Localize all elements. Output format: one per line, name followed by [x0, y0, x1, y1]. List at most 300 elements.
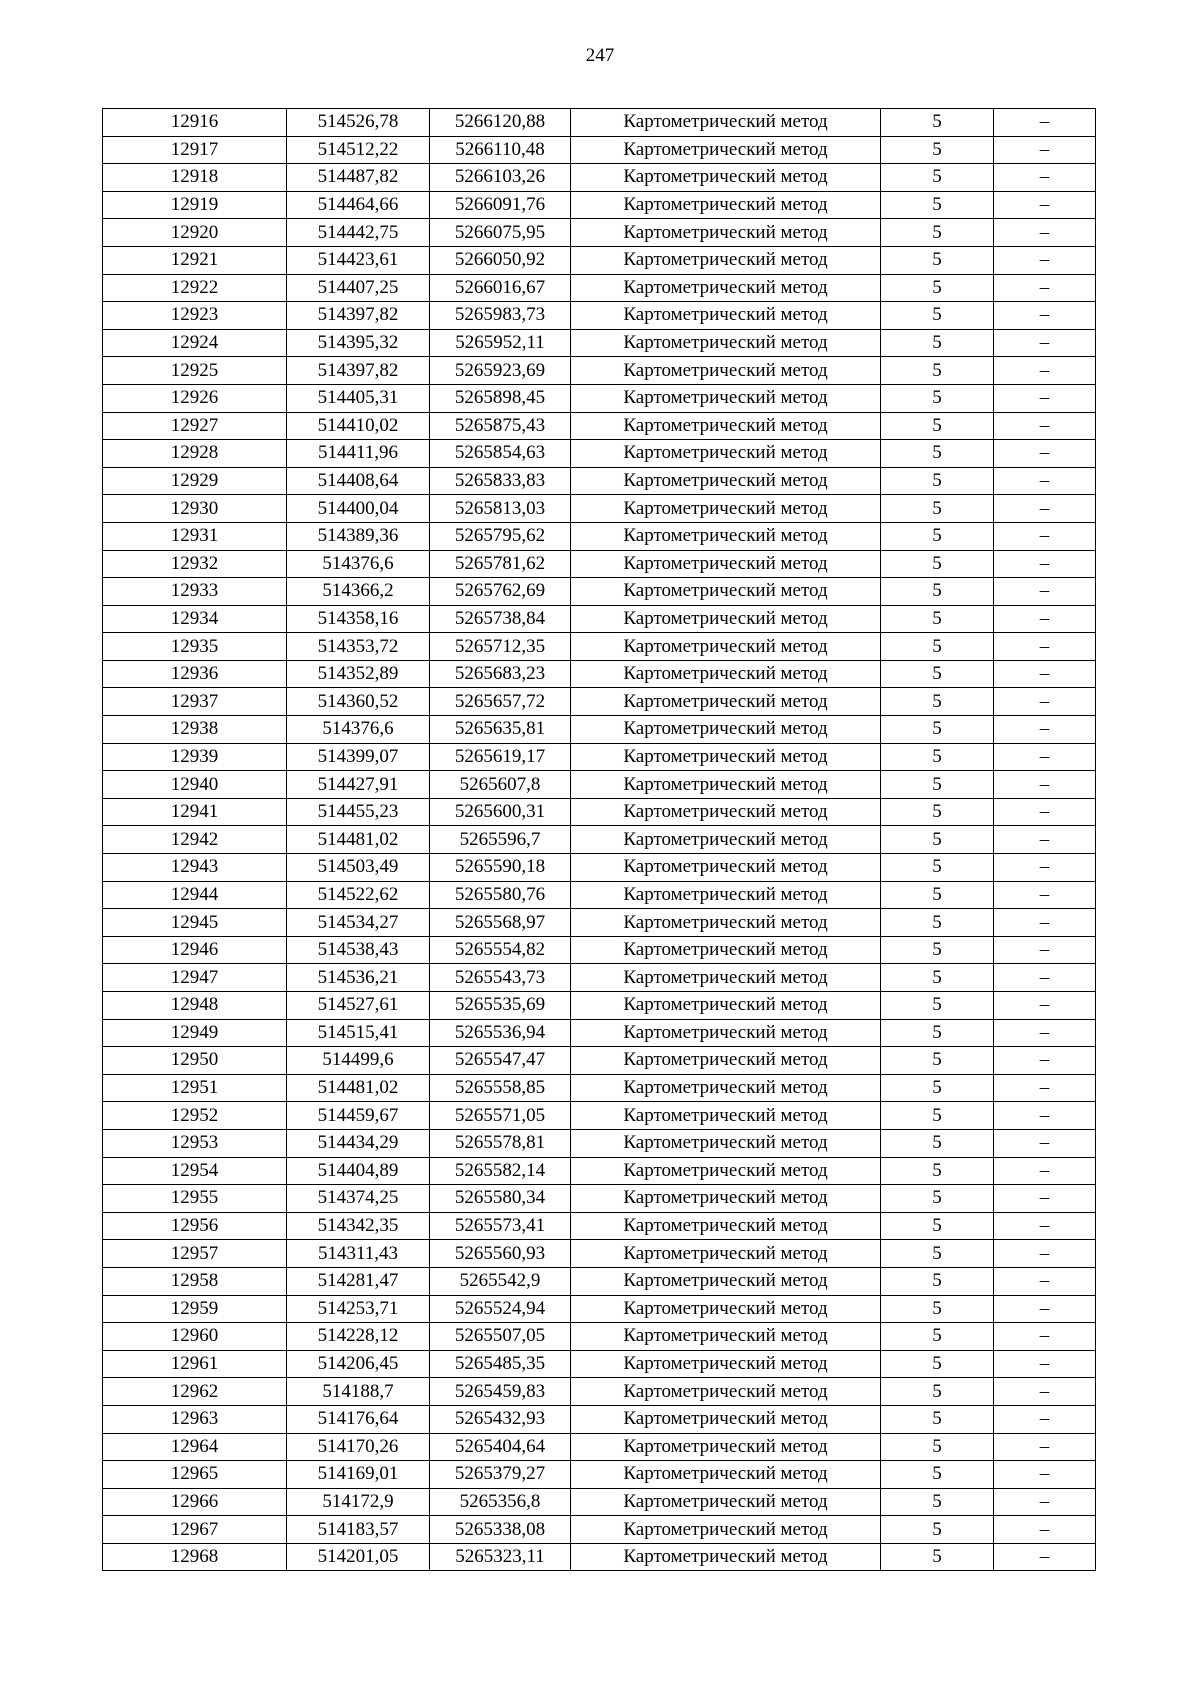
x-coordinate-cell: 514170,26: [287, 1433, 430, 1461]
accuracy-cell: 5: [881, 605, 994, 633]
point-number-cell: 12919: [103, 191, 287, 219]
y-coordinate-cell: 5265535,69: [430, 992, 571, 1020]
y-coordinate-cell: 5265833,83: [430, 467, 571, 495]
method-cell: Картометрический метод: [571, 550, 881, 578]
point-number-cell: 12922: [103, 274, 287, 302]
method-cell: Картометрический метод: [571, 1074, 881, 1102]
description-cell: –: [994, 771, 1096, 799]
x-coordinate-cell: 514526,78: [287, 109, 430, 137]
point-number-cell: 12950: [103, 1047, 287, 1075]
table-row: [103, 688, 1096, 716]
description-cell: –: [994, 495, 1096, 523]
table-row: [103, 578, 1096, 606]
description-cell: –: [994, 1405, 1096, 1433]
description-cell: –: [994, 384, 1096, 412]
table-row: [103, 743, 1096, 771]
description-cell: –: [994, 1516, 1096, 1544]
accuracy-cell: 5: [881, 771, 994, 799]
description-cell: –: [994, 716, 1096, 744]
method-cell: Картометрический метод: [571, 1323, 881, 1351]
method-cell: Картометрический метод: [571, 1129, 881, 1157]
accuracy-cell: 5: [881, 1461, 994, 1489]
method-cell: Картометрический метод: [571, 357, 881, 385]
y-coordinate-cell: 5265683,23: [430, 660, 571, 688]
y-coordinate-cell: 5265854,63: [430, 440, 571, 468]
point-number-cell: 12918: [103, 164, 287, 192]
x-coordinate-cell: 514423,61: [287, 246, 430, 274]
method-cell: Картометрический метод: [571, 688, 881, 716]
method-cell: Картометрический метод: [571, 716, 881, 744]
accuracy-cell: 5: [881, 522, 994, 550]
method-cell: Картометрический метод: [571, 467, 881, 495]
x-coordinate-cell: 514366,2: [287, 578, 430, 606]
x-coordinate-cell: 514434,29: [287, 1129, 430, 1157]
x-coordinate-cell: 514459,67: [287, 1102, 430, 1130]
accuracy-cell: 5: [881, 1378, 994, 1406]
table-row: [103, 495, 1096, 523]
y-coordinate-cell: 5265596,7: [430, 826, 571, 854]
table-row: [103, 357, 1096, 385]
x-coordinate-cell: 514183,57: [287, 1516, 430, 1544]
y-coordinate-cell: 5265558,85: [430, 1074, 571, 1102]
y-coordinate-cell: 5265738,84: [430, 605, 571, 633]
table-row: [103, 1129, 1096, 1157]
table-row: [103, 440, 1096, 468]
description-cell: –: [994, 109, 1096, 137]
description-cell: –: [994, 633, 1096, 661]
method-cell: Картометрический метод: [571, 136, 881, 164]
description-cell: –: [994, 412, 1096, 440]
x-coordinate-cell: 514487,82: [287, 164, 430, 192]
point-number-cell: 12916: [103, 109, 287, 137]
description-cell: –: [994, 1267, 1096, 1295]
point-number-cell: 12933: [103, 578, 287, 606]
method-cell: Картометрический метод: [571, 1267, 881, 1295]
y-coordinate-cell: 5265813,03: [430, 495, 571, 523]
accuracy-cell: 5: [881, 1074, 994, 1102]
method-cell: Картометрический метод: [571, 1157, 881, 1185]
method-cell: Картометрический метод: [571, 743, 881, 771]
y-coordinate-cell: 5266091,76: [430, 191, 571, 219]
accuracy-cell: 5: [881, 302, 994, 330]
y-coordinate-cell: 5266103,26: [430, 164, 571, 192]
table-row: [103, 467, 1096, 495]
x-coordinate-cell: 514408,64: [287, 467, 430, 495]
y-coordinate-cell: 5265619,17: [430, 743, 571, 771]
x-coordinate-cell: 514536,21: [287, 964, 430, 992]
accuracy-cell: 5: [881, 1240, 994, 1268]
description-cell: –: [994, 1433, 1096, 1461]
x-coordinate-cell: 514206,45: [287, 1350, 430, 1378]
method-cell: Картометрический метод: [571, 605, 881, 633]
method-cell: Картометрический метод: [571, 1461, 881, 1489]
point-number-cell: 12934: [103, 605, 287, 633]
x-coordinate-cell: 514352,89: [287, 660, 430, 688]
x-coordinate-cell: 514534,27: [287, 909, 430, 937]
y-coordinate-cell: 5266110,48: [430, 136, 571, 164]
point-number-cell: 12963: [103, 1405, 287, 1433]
method-cell: Картометрический метод: [571, 964, 881, 992]
description-cell: –: [994, 522, 1096, 550]
accuracy-cell: 5: [881, 1405, 994, 1433]
point-number-cell: 12948: [103, 992, 287, 1020]
table-row: [103, 964, 1096, 992]
table-row: [103, 1488, 1096, 1516]
point-number-cell: 12938: [103, 716, 287, 744]
accuracy-cell: 5: [881, 1185, 994, 1213]
point-number-cell: 12958: [103, 1267, 287, 1295]
y-coordinate-cell: 5265590,18: [430, 854, 571, 882]
description-cell: –: [994, 219, 1096, 247]
table-row: [103, 1240, 1096, 1268]
x-coordinate-cell: 514374,25: [287, 1185, 430, 1213]
point-number-cell: 12944: [103, 881, 287, 909]
x-coordinate-cell: 514410,02: [287, 412, 430, 440]
table-row: [103, 854, 1096, 882]
accuracy-cell: 5: [881, 1433, 994, 1461]
x-coordinate-cell: 514522,62: [287, 881, 430, 909]
y-coordinate-cell: 5265547,47: [430, 1047, 571, 1075]
y-coordinate-cell: 5265795,62: [430, 522, 571, 550]
point-number-cell: 12942: [103, 826, 287, 854]
point-number-cell: 12923: [103, 302, 287, 330]
description-cell: –: [994, 578, 1096, 606]
method-cell: Картометрический метод: [571, 1102, 881, 1130]
y-coordinate-cell: 5265983,73: [430, 302, 571, 330]
description-cell: –: [994, 1129, 1096, 1157]
point-number-cell: 12928: [103, 440, 287, 468]
table-row: [103, 771, 1096, 799]
point-number-cell: 12925: [103, 357, 287, 385]
method-cell: Картометрический метод: [571, 1516, 881, 1544]
table-row: [103, 550, 1096, 578]
method-cell: Картометрический метод: [571, 909, 881, 937]
table-row: [103, 219, 1096, 247]
x-coordinate-cell: 514376,6: [287, 550, 430, 578]
description-cell: –: [994, 992, 1096, 1020]
y-coordinate-cell: 5266050,92: [430, 246, 571, 274]
x-coordinate-cell: 514281,47: [287, 1267, 430, 1295]
point-number-cell: 12947: [103, 964, 287, 992]
accuracy-cell: 5: [881, 412, 994, 440]
description-cell: –: [994, 440, 1096, 468]
table-row: [103, 1543, 1096, 1571]
accuracy-cell: 5: [881, 1323, 994, 1351]
description-cell: –: [994, 909, 1096, 937]
x-coordinate-cell: 514399,07: [287, 743, 430, 771]
method-cell: Картометрический метод: [571, 412, 881, 440]
x-coordinate-cell: 514397,82: [287, 302, 430, 330]
y-coordinate-cell: 5265582,14: [430, 1157, 571, 1185]
point-number-cell: 12951: [103, 1074, 287, 1102]
accuracy-cell: 5: [881, 1129, 994, 1157]
table-row: [103, 826, 1096, 854]
accuracy-cell: 5: [881, 1350, 994, 1378]
accuracy-cell: 5: [881, 1488, 994, 1516]
coordinates-table-body: [103, 109, 1096, 1571]
accuracy-cell: 5: [881, 716, 994, 744]
table-row: [103, 329, 1096, 357]
method-cell: Картометрический метод: [571, 274, 881, 302]
table-row: [103, 274, 1096, 302]
method-cell: Картометрический метод: [571, 826, 881, 854]
description-cell: –: [994, 550, 1096, 578]
x-coordinate-cell: 514499,6: [287, 1047, 430, 1075]
description-cell: –: [994, 1295, 1096, 1323]
description-cell: –: [994, 302, 1096, 330]
method-cell: Картометрический метод: [571, 1185, 881, 1213]
point-number-cell: 12949: [103, 1019, 287, 1047]
accuracy-cell: 5: [881, 274, 994, 302]
accuracy-cell: 5: [881, 219, 994, 247]
description-cell: –: [994, 246, 1096, 274]
method-cell: Картометрический метод: [571, 522, 881, 550]
y-coordinate-cell: 5266016,67: [430, 274, 571, 302]
x-coordinate-cell: 514253,71: [287, 1295, 430, 1323]
accuracy-cell: 5: [881, 109, 994, 137]
accuracy-cell: 5: [881, 164, 994, 192]
x-coordinate-cell: 514527,61: [287, 992, 430, 1020]
accuracy-cell: 5: [881, 743, 994, 771]
accuracy-cell: 5: [881, 1267, 994, 1295]
method-cell: Картометрический метод: [571, 440, 881, 468]
table-row: [103, 936, 1096, 964]
accuracy-cell: 5: [881, 246, 994, 274]
point-number-cell: 12937: [103, 688, 287, 716]
x-coordinate-cell: 514376,6: [287, 716, 430, 744]
description-cell: –: [994, 688, 1096, 716]
point-number-cell: 12956: [103, 1212, 287, 1240]
point-number-cell: 12917: [103, 136, 287, 164]
method-cell: Картометрический метод: [571, 191, 881, 219]
y-coordinate-cell: 5265507,05: [430, 1323, 571, 1351]
table-row: [103, 1378, 1096, 1406]
x-coordinate-cell: 514503,49: [287, 854, 430, 882]
description-cell: –: [994, 164, 1096, 192]
point-number-cell: 12940: [103, 771, 287, 799]
table-row: [103, 1461, 1096, 1489]
point-number-cell: 12967: [103, 1516, 287, 1544]
accuracy-cell: 5: [881, 936, 994, 964]
method-cell: Картометрический метод: [571, 881, 881, 909]
description-cell: –: [994, 964, 1096, 992]
point-number-cell: 12945: [103, 909, 287, 937]
method-cell: Картометрический метод: [571, 992, 881, 1020]
y-coordinate-cell: 5265712,35: [430, 633, 571, 661]
accuracy-cell: 5: [881, 964, 994, 992]
y-coordinate-cell: 5265578,81: [430, 1129, 571, 1157]
method-cell: Картометрический метод: [571, 798, 881, 826]
table-row: [103, 633, 1096, 661]
accuracy-cell: 5: [881, 1212, 994, 1240]
method-cell: Картометрический метод: [571, 1295, 881, 1323]
point-number-cell: 12924: [103, 329, 287, 357]
x-coordinate-cell: 514538,43: [287, 936, 430, 964]
table-row: [103, 136, 1096, 164]
table-row: [103, 302, 1096, 330]
method-cell: Картометрический метод: [571, 1047, 881, 1075]
x-coordinate-cell: 514515,41: [287, 1019, 430, 1047]
accuracy-cell: 5: [881, 1047, 994, 1075]
y-coordinate-cell: 5265432,93: [430, 1405, 571, 1433]
y-coordinate-cell: 5265404,64: [430, 1433, 571, 1461]
accuracy-cell: 5: [881, 1102, 994, 1130]
table-row: [103, 1405, 1096, 1433]
method-cell: Картометрический метод: [571, 109, 881, 137]
x-coordinate-cell: 514427,91: [287, 771, 430, 799]
method-cell: Картометрический метод: [571, 246, 881, 274]
point-number-cell: 12931: [103, 522, 287, 550]
method-cell: Картометрический метод: [571, 1212, 881, 1240]
table-row: [103, 1212, 1096, 1240]
y-coordinate-cell: 5265536,94: [430, 1019, 571, 1047]
x-coordinate-cell: 514188,7: [287, 1378, 430, 1406]
coordinates-table: [102, 108, 1096, 1571]
y-coordinate-cell: 5265923,69: [430, 357, 571, 385]
point-number-cell: 12961: [103, 1350, 287, 1378]
y-coordinate-cell: 5265635,81: [430, 716, 571, 744]
description-cell: –: [994, 1323, 1096, 1351]
table-row: [103, 1516, 1096, 1544]
table-row: [103, 522, 1096, 550]
y-coordinate-cell: 5265524,94: [430, 1295, 571, 1323]
description-cell: –: [994, 854, 1096, 882]
table-row: [103, 881, 1096, 909]
description-cell: –: [994, 798, 1096, 826]
point-number-cell: 12962: [103, 1378, 287, 1406]
x-coordinate-cell: 514411,96: [287, 440, 430, 468]
method-cell: Картометрический метод: [571, 1378, 881, 1406]
x-coordinate-cell: 514481,02: [287, 1074, 430, 1102]
point-number-cell: 12936: [103, 660, 287, 688]
description-cell: –: [994, 1378, 1096, 1406]
method-cell: Картометрический метод: [571, 1405, 881, 1433]
x-coordinate-cell: 514405,31: [287, 384, 430, 412]
table-row: [103, 1323, 1096, 1351]
y-coordinate-cell: 5265607,8: [430, 771, 571, 799]
description-cell: –: [994, 1543, 1096, 1571]
y-coordinate-cell: 5265600,31: [430, 798, 571, 826]
y-coordinate-cell: 5265580,76: [430, 881, 571, 909]
method-cell: Картометрический метод: [571, 329, 881, 357]
description-cell: –: [994, 1488, 1096, 1516]
table-row: [103, 1267, 1096, 1295]
description-cell: –: [994, 1047, 1096, 1075]
x-coordinate-cell: 514311,43: [287, 1240, 430, 1268]
y-coordinate-cell: 5265356,8: [430, 1488, 571, 1516]
x-coordinate-cell: 514400,04: [287, 495, 430, 523]
accuracy-cell: 5: [881, 992, 994, 1020]
table-row: [103, 1185, 1096, 1213]
method-cell: Картометрический метод: [571, 771, 881, 799]
table-row: [103, 1074, 1096, 1102]
accuracy-cell: 5: [881, 1295, 994, 1323]
accuracy-cell: 5: [881, 578, 994, 606]
x-coordinate-cell: 514442,75: [287, 219, 430, 247]
y-coordinate-cell: 5265781,62: [430, 550, 571, 578]
point-number-cell: 12927: [103, 412, 287, 440]
point-number-cell: 12921: [103, 246, 287, 274]
accuracy-cell: 5: [881, 384, 994, 412]
description-cell: –: [994, 881, 1096, 909]
accuracy-cell: 5: [881, 191, 994, 219]
point-number-cell: 12953: [103, 1129, 287, 1157]
point-number-cell: 12954: [103, 1157, 287, 1185]
table-row: [103, 1433, 1096, 1461]
y-coordinate-cell: 5265571,05: [430, 1102, 571, 1130]
y-coordinate-cell: 5265323,11: [430, 1543, 571, 1571]
point-number-cell: 12920: [103, 219, 287, 247]
accuracy-cell: 5: [881, 798, 994, 826]
method-cell: Картометрический метод: [571, 1433, 881, 1461]
description-cell: –: [994, 136, 1096, 164]
table-row: [103, 384, 1096, 412]
method-cell: Картометрический метод: [571, 164, 881, 192]
point-number-cell: 12932: [103, 550, 287, 578]
table-row: [103, 605, 1096, 633]
method-cell: Картометрический метод: [571, 660, 881, 688]
description-cell: –: [994, 1240, 1096, 1268]
point-number-cell: 12952: [103, 1102, 287, 1130]
description-cell: –: [994, 329, 1096, 357]
y-coordinate-cell: 5265379,27: [430, 1461, 571, 1489]
method-cell: Картометрический метод: [571, 1019, 881, 1047]
method-cell: Картометрический метод: [571, 1350, 881, 1378]
method-cell: Картометрический метод: [571, 495, 881, 523]
x-coordinate-cell: 514404,89: [287, 1157, 430, 1185]
point-number-cell: 12946: [103, 936, 287, 964]
point-number-cell: 12965: [103, 1461, 287, 1489]
x-coordinate-cell: 514455,23: [287, 798, 430, 826]
description-cell: –: [994, 1212, 1096, 1240]
description-cell: –: [994, 1185, 1096, 1213]
point-number-cell: 12929: [103, 467, 287, 495]
description-cell: –: [994, 191, 1096, 219]
accuracy-cell: 5: [881, 329, 994, 357]
method-cell: Картометрический метод: [571, 1543, 881, 1571]
description-cell: –: [994, 1350, 1096, 1378]
x-coordinate-cell: 514481,02: [287, 826, 430, 854]
description-cell: –: [994, 1019, 1096, 1047]
x-coordinate-cell: 514389,36: [287, 522, 430, 550]
y-coordinate-cell: 5265485,35: [430, 1350, 571, 1378]
table-row: [103, 1047, 1096, 1075]
description-cell: –: [994, 826, 1096, 854]
x-coordinate-cell: 514228,12: [287, 1323, 430, 1351]
x-coordinate-cell: 514353,72: [287, 633, 430, 661]
accuracy-cell: 5: [881, 467, 994, 495]
method-cell: Картометрический метод: [571, 1240, 881, 1268]
x-coordinate-cell: 514201,05: [287, 1543, 430, 1571]
accuracy-cell: 5: [881, 136, 994, 164]
x-coordinate-cell: 514360,52: [287, 688, 430, 716]
description-cell: –: [994, 743, 1096, 771]
point-number-cell: 12935: [103, 633, 287, 661]
table-row: [103, 1295, 1096, 1323]
table-row: [103, 191, 1096, 219]
y-coordinate-cell: 5265875,43: [430, 412, 571, 440]
accuracy-cell: 5: [881, 881, 994, 909]
x-coordinate-cell: 514169,01: [287, 1461, 430, 1489]
y-coordinate-cell: 5265762,69: [430, 578, 571, 606]
y-coordinate-cell: 5265580,34: [430, 1185, 571, 1213]
page-number: 247: [585, 45, 615, 66]
description-cell: –: [994, 274, 1096, 302]
y-coordinate-cell: 5265459,83: [430, 1378, 571, 1406]
x-coordinate-cell: 514397,82: [287, 357, 430, 385]
accuracy-cell: 5: [881, 688, 994, 716]
y-coordinate-cell: 5265568,97: [430, 909, 571, 937]
